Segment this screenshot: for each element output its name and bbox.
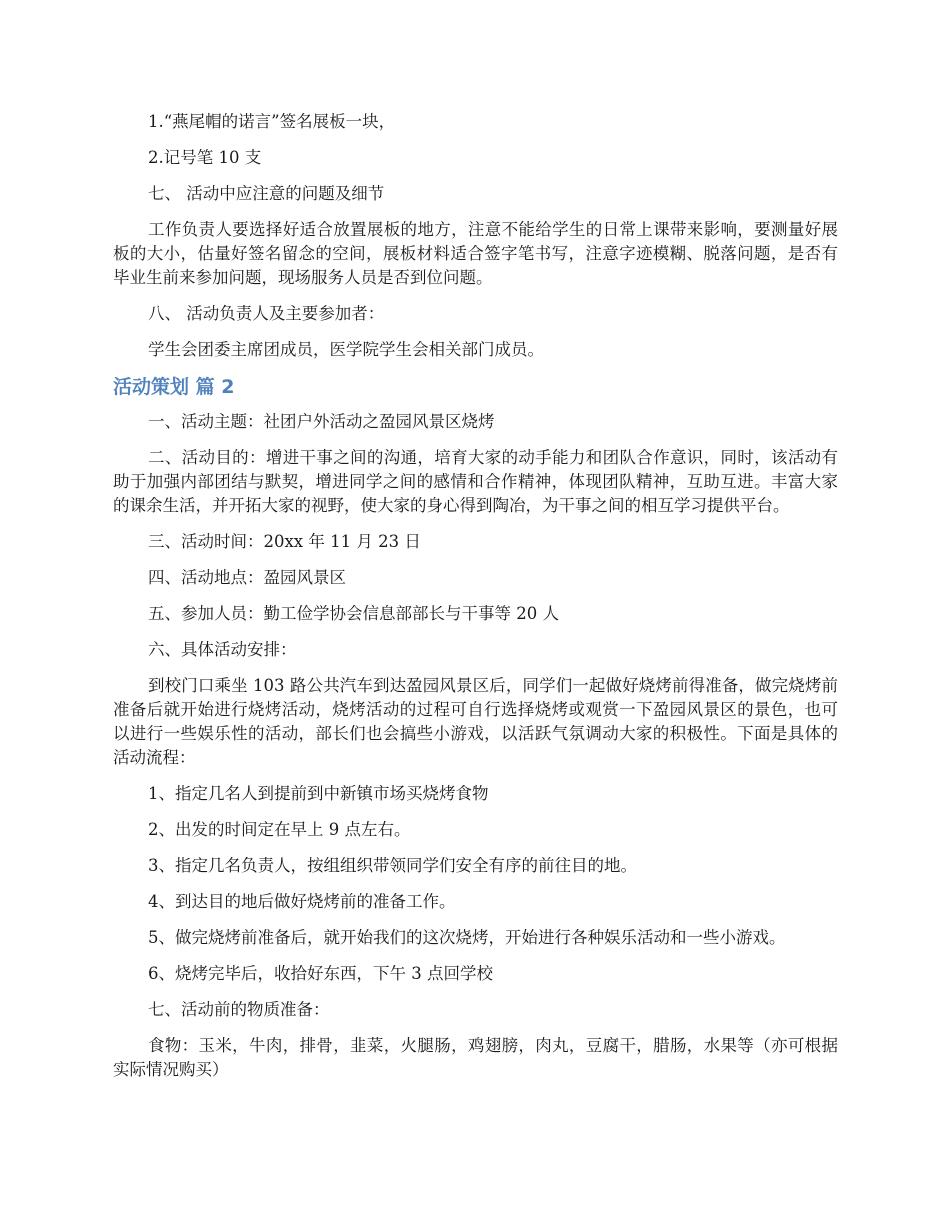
paragraph: 四、活动地点：盈园风景区 (148, 568, 346, 587)
section-heading: 活动策划 篇 2 (113, 376, 235, 398)
document-body (113, 110, 838, 1094)
paragraph: 到校门口乘坐 103 路公共汽车到达盈园风景区后，同学们一起做好烧烤前得准备，做完烧烤前准备后就开始进行烧烤活动，烧烤活动的过程可自行选择烧烤或观赏一下盈园风景区的景色，也可以进行一些娱乐性的活动，部长们也会搞些小游戏，以活跃气氛调动大家的积极性。下面是具体的活动流程： (113, 676, 838, 767)
paragraph: 六、具体活动安排： (148, 640, 297, 659)
section-title: 八、 活动负责人及主要参加者： (148, 304, 385, 323)
list-item: 3、指定几名负责人，按组组织带领同学们安全有序的前往目的地。 (148, 856, 637, 875)
paragraph: 一、活动主题：社团户外活动之盈园风景区烧烤 (148, 412, 495, 431)
paragraph: 三、活动时间：20xx 年 11 月 23 日 (148, 532, 421, 551)
paragraph: 五、参加人员：勤工俭学协会信息部部长与干事等 20 人 (148, 604, 559, 623)
paragraph: 工作负责人要选择好适合放置展板的地方，注意不能给学生的日常上课带来影响，要测量好展板的大小，估量好签名留念的空间，展板材料适合签字笔书写，注意字迹模糊、脱落问题，是否有毕业生前来参加问题，现场服务人员是否到位问题。 (113, 220, 838, 287)
paragraph: 2.记号笔 10 支 (148, 148, 262, 167)
list-item: 6、烧烤完毕后，收拾好东西，下午 3 点回学校 (148, 964, 493, 983)
paragraph: 七、活动前的物质准备： (148, 1000, 330, 1019)
paragraph: 1.“燕尾帽的诺言”签名展板一块， (148, 112, 396, 131)
list-item: 5、做完烧烤前准备后，就开始我们的这次烧烤，开始进行各种娱乐活动和一些小游戏。 (148, 928, 786, 947)
section-title: 七、 活动中应注意的问题及细节 (148, 184, 385, 203)
paragraph: 食物：玉米，牛肉，排骨，韭菜，火腿肠，鸡翅膀，肉丸，豆腐干，腊肠，水果等（亦可根据实际情况购买） (113, 1036, 838, 1079)
paragraph: 二、活动目的：增进干事之间的沟通，培育大家的动手能力和团队合作意识，同时，该活动有助于加强内部团结与默契，增进同学之间的感情和合作精神，体现团队精神，互助互进。丰富大家的课余生活，并开拓大家的视野，使大家的身心得到陶冶，为干事之间的相互学习提供平台。 (113, 448, 838, 515)
list-item: 1、指定几名人到提前到中新镇市场买烧烤食物 (148, 784, 489, 803)
list-item: 2、出发的时间定在早上 9 点左右。 (148, 820, 411, 839)
list-item: 4、到达目的地后做好烧烤前的准备工作。 (148, 892, 456, 911)
paragraph: 学生会团委主席团成员，医学院学生会相关部门成员。 (148, 340, 544, 359)
